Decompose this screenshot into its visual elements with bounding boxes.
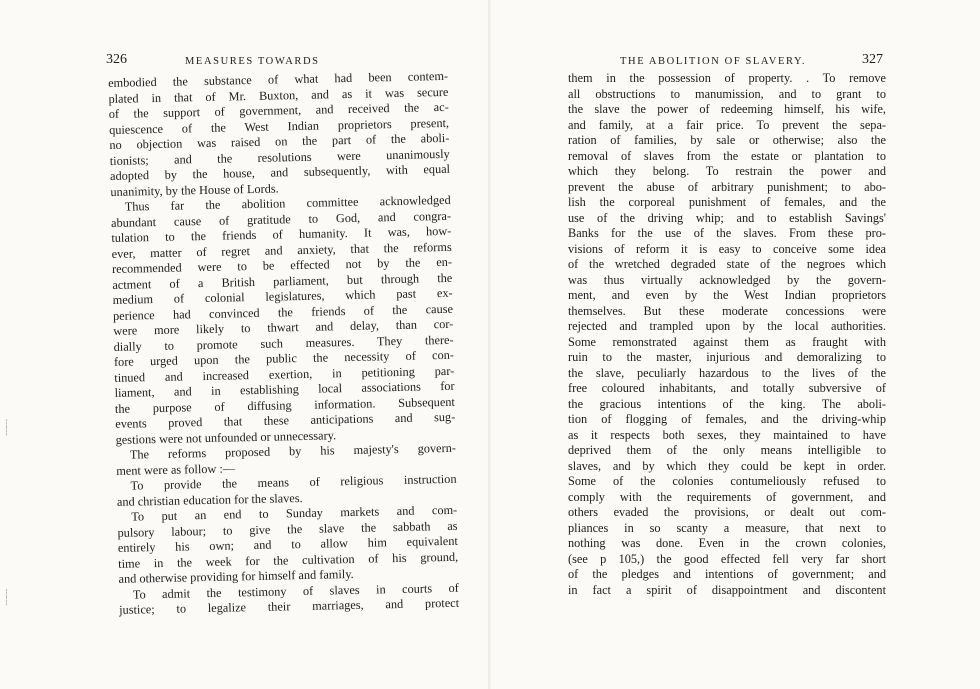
text-line: comply with the requirements of government, and [568, 489, 886, 504]
text-line: perience had convinced the friends of the cause [112, 301, 454, 323]
text-line: To admit the testimony of slaves in courts of [132, 580, 459, 602]
text-line: fore urged upon the public the necessity of con- [113, 347, 455, 369]
text-line: plated in that of Mr. Buxton, and as it was secure [108, 84, 449, 106]
text-line: prevent the abuse of arbitrary punishment; to abo- [568, 179, 886, 194]
text-line: the purpose of diffusing information. Subsequent [114, 394, 456, 416]
text-line: To put an end to Sunday markets and com- [131, 502, 458, 524]
text-line: gestions were not unfounded or unnecessary. [115, 427, 337, 447]
margin-marks: ┆ ┆ [4, 589, 9, 606]
text-line: tionists; and the resolutions were unanimously [109, 146, 450, 168]
text-column [108, 69, 459, 619]
text-line: pliances in so scanty a measure, that next to [568, 520, 886, 535]
text-line: removal of slaves from the estate or plantation to [568, 148, 886, 163]
text-line: The reforms proposed by his majesty's govern- [129, 440, 457, 462]
text-line: of the wretched degraded state of the negroes which [568, 257, 886, 271]
text-line: adopted by the house, and subsequently, with equal [109, 161, 451, 183]
text-line: ment, and even by the West Indian proprietors [568, 288, 886, 302]
text-line: and family, at a fair price. To prevent the sepa- [568, 117, 886, 132]
text-line: tinued and increased exertion, in petitioning par- [114, 363, 455, 385]
text-line: liament, and in establishing local associations for [114, 378, 455, 400]
text-line: no objection was raised on the part of the aboli- [109, 130, 450, 152]
text-line: of the support of government, and received the ac- [108, 99, 449, 121]
text-line: and christian education for the slaves. [116, 490, 303, 509]
text-line: To provide the means of religious instruction [130, 471, 457, 493]
text-line: rejected and trampled upon by the local authorities. [568, 319, 886, 333]
text-column [568, 71, 886, 598]
text-line: lish the corporeal punishment of females, and the [568, 195, 886, 209]
text-line: ration of families, by sale or otherwise; also the [568, 133, 886, 147]
text-line: the slave, peculiarly hazardous to the lives of the [568, 365, 886, 380]
text-line: (see p 105,) the good effected fell very far short [568, 551, 886, 566]
text-line: recommended were to be effected not by the en- [111, 254, 453, 276]
running-head: MEASURES TOWARDS [185, 56, 320, 67]
margin-marks: ┆ ┆ [4, 419, 9, 436]
text-line: pulsory labour; to give the slave the sabbath as [117, 518, 458, 540]
text-line: actment of a British parliament, but through the [112, 270, 453, 292]
text-line: others evaded the provisions, or dealt out com- [568, 505, 886, 519]
text-line: Banks for the use of the slaves. From these pro- [568, 226, 886, 240]
text-line: ment were as follow :— [116, 460, 236, 478]
text-line: Some remonstrated against them as fraught with [568, 334, 886, 349]
text-line: Thus far the abolition committee acknowledged [124, 192, 451, 214]
text-line: was thus virtually acknowledged by the govern- [568, 272, 886, 287]
running-head: THE ABOLITION OF SLAVERY. [620, 56, 807, 67]
text-line: them in the possession of property. . To remove [568, 71, 886, 85]
text-line: all obstructions to manumission, and to grant to [568, 86, 886, 101]
right-page [490, 0, 980, 689]
text-line: slaves, and by which they could be kept in order. [568, 458, 886, 473]
text-line: time in the week for the cultivation of his ground, [118, 549, 459, 571]
text-line: ruin to the master, injurious and demoralizing to [568, 350, 886, 364]
text-line: quiescence of the West Indian proprietors present, [108, 115, 450, 137]
text-line: were more likely to thwart and delay, than cor- [113, 316, 454, 338]
text-line: in fact a spirit of disappointment and discontent [568, 582, 886, 597]
text-line: medium of colonial legislatures, which past ex- [112, 285, 453, 307]
text-line: the gracious intentions of the king. The aboli- [568, 396, 886, 411]
text-line: and otherwise providing for himself and family. [118, 566, 354, 586]
text-line: of the pledges and intentions of government; and [568, 567, 886, 581]
text-line: as it respects both sexes, they maintained to have [568, 427, 886, 442]
text-line: tion of flogging of females, and the driving-whip [568, 412, 886, 426]
text-line: the slave the power of redeeming himself, his wife, [568, 102, 886, 116]
text-line: deprived them of the only means intelligible to [568, 443, 886, 457]
text-line: themselves. But these moderate concessions were [568, 303, 886, 318]
page-number: 326 [106, 52, 127, 67]
text-line: abundant cause of gratitude to God, and congra- [110, 208, 452, 230]
text-line: nothing was done. Even in the crown colonies, [568, 536, 886, 550]
text-line: free coloured inhabitants, and totally subversive of [568, 381, 886, 395]
text-line: justice; to legalize their marriages, and protect [119, 595, 460, 617]
text-line: dially to promote such measures. They there- [113, 332, 454, 354]
page-number: 327 [862, 52, 883, 67]
text-line: entirely his own; and to allow him equivalent [117, 533, 458, 555]
text-line: visions of reform it is easy to conceive some idea [568, 241, 886, 256]
text-line: events proved that these anticipations and sug- [115, 409, 456, 431]
text-line: tulation to the friends of humanity. It was, how- [111, 223, 452, 245]
text-line: embodied the substance of what had been contem- [108, 68, 449, 90]
text-line: use of the driving whip; and to establish Savings' [568, 210, 886, 225]
text-line: Some of the colonies contumeliously refused to [568, 474, 886, 488]
text-line: ever, matter of regret and anxiety, that the reforms [111, 239, 452, 261]
text-line: which they belong. To restrain the power and [568, 164, 886, 178]
text-line: unanimity, by the House of Lords. [110, 180, 279, 199]
